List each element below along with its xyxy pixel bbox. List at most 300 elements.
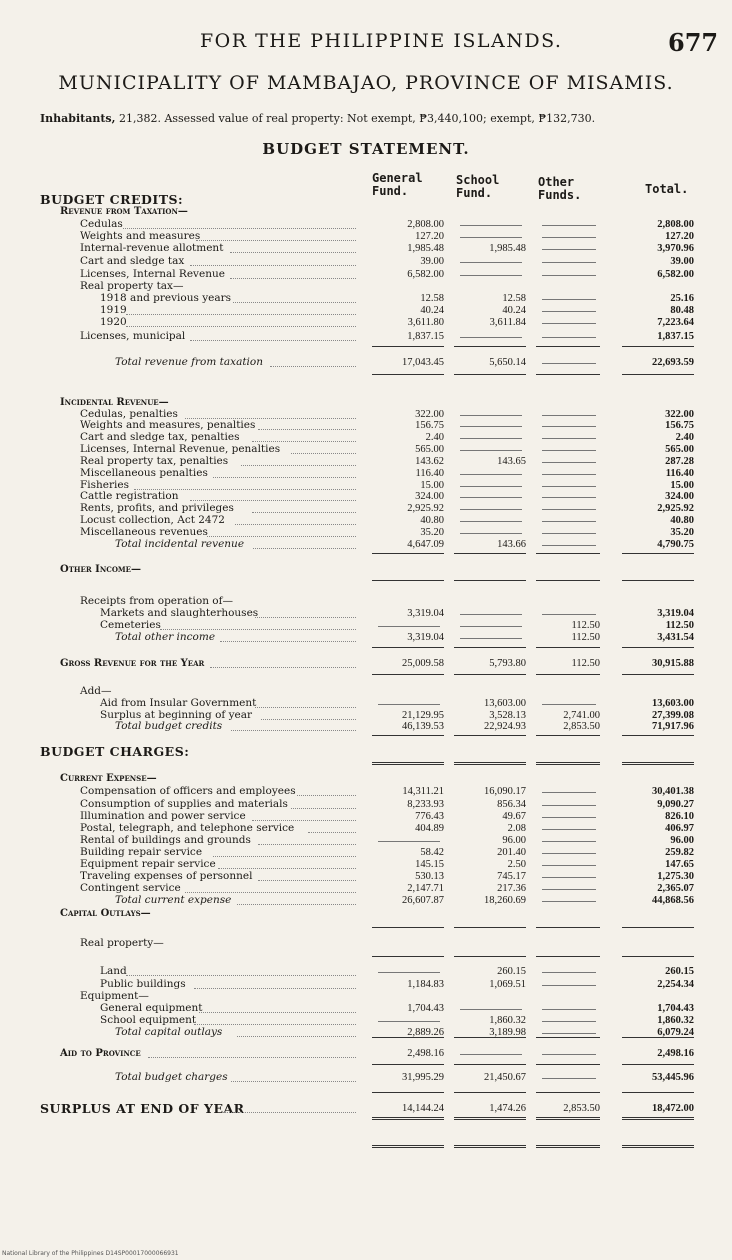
rule-line bbox=[536, 346, 600, 347]
row-label: Capital Outlays— bbox=[60, 908, 151, 919]
row-label: Total current expense bbox=[115, 894, 232, 906]
cell-general: 530.13 bbox=[415, 871, 444, 882]
cell-total: 3,970.96 bbox=[657, 243, 694, 254]
cell-total: 6,582.00 bbox=[657, 269, 694, 280]
row-label: Total budget charges bbox=[115, 1071, 228, 1083]
empty-cell-dash bbox=[542, 438, 596, 439]
row-label: Total capital outlays bbox=[115, 1026, 223, 1038]
cell-general: 1,184.83 bbox=[407, 979, 444, 990]
cell-school: 3,189.98 bbox=[489, 1027, 526, 1038]
row-label: Incidental Revenue— bbox=[60, 397, 169, 408]
empty-cell-dash bbox=[542, 901, 596, 902]
rule-line bbox=[454, 580, 526, 581]
empty-cell-dash bbox=[542, 363, 596, 364]
table-row bbox=[0, 785, 732, 798]
cell-general: 127.20 bbox=[415, 231, 444, 242]
rule-line bbox=[372, 1145, 444, 1148]
rule-line bbox=[454, 1145, 526, 1148]
empty-cell-dash bbox=[460, 275, 522, 276]
cell-general: 12.58 bbox=[420, 293, 444, 304]
row-label: Licenses, Internal Revenue bbox=[80, 268, 225, 280]
row-label: Real property tax, penalties bbox=[80, 455, 229, 467]
cell-total: 4,790.75 bbox=[657, 539, 694, 550]
table-row bbox=[0, 205, 732, 218]
table-row bbox=[0, 907, 732, 920]
cell-school: 143.65 bbox=[497, 456, 526, 467]
leader-dots bbox=[237, 904, 356, 905]
cell-other: 2,853.50 bbox=[563, 1103, 600, 1114]
row-label: Aid from Insular Government bbox=[100, 697, 257, 709]
rule-line bbox=[536, 1145, 600, 1148]
row-label: Equipment— bbox=[80, 990, 149, 1002]
empty-cell-dash bbox=[460, 337, 522, 338]
leader-dots bbox=[255, 617, 356, 618]
cell-school: 49.67 bbox=[502, 811, 526, 822]
cell-school: 1,860.32 bbox=[489, 1015, 526, 1026]
table-row bbox=[0, 1047, 732, 1060]
cell-total: 1,837.15 bbox=[657, 331, 694, 342]
row-label: BUDGET CREDITS: bbox=[40, 192, 184, 207]
cell-total: 565.00 bbox=[665, 444, 694, 455]
empty-cell-dash bbox=[460, 262, 522, 263]
row-label: Building repair service bbox=[80, 846, 203, 858]
empty-cell-dash bbox=[542, 877, 596, 878]
leader-dots bbox=[297, 795, 356, 796]
row-label: Weights and measures bbox=[80, 230, 201, 242]
row-label: General equipment bbox=[100, 1002, 203, 1014]
rule-line bbox=[622, 735, 694, 736]
row-label: Locust collection, Act 2472 bbox=[80, 514, 225, 526]
rule-line bbox=[454, 1037, 526, 1038]
empty-cell-dash bbox=[460, 426, 522, 427]
row-label: 1920 bbox=[100, 316, 127, 328]
cell-total: 826.10 bbox=[665, 811, 694, 822]
leader-dots bbox=[231, 730, 356, 731]
row-label: Current Expense— bbox=[60, 773, 157, 784]
leader-dots bbox=[258, 844, 356, 845]
empty-cell-dash bbox=[460, 438, 522, 439]
col-header-total: Total. bbox=[645, 182, 689, 196]
row-label: BUDGET CHARGES: bbox=[40, 744, 190, 759]
cell-total: 2,254.34 bbox=[657, 979, 694, 990]
row-label: Consumption of supplies and materials bbox=[80, 798, 288, 810]
empty-cell-dash bbox=[542, 805, 596, 806]
cell-general: 40.24 bbox=[420, 305, 444, 316]
rule-line bbox=[372, 1064, 444, 1065]
rule-line bbox=[536, 762, 600, 765]
leader-dots bbox=[235, 524, 356, 525]
table-row bbox=[0, 242, 732, 255]
empty-cell-dash bbox=[542, 792, 596, 793]
row-label: Fisheries bbox=[80, 479, 129, 491]
cell-general: 1,704.43 bbox=[407, 1003, 444, 1014]
leader-dots bbox=[252, 820, 356, 821]
cell-total: 156.75 bbox=[665, 420, 694, 431]
cell-total: 9,090.27 bbox=[657, 799, 694, 810]
cell-general: 25,009.58 bbox=[402, 658, 444, 669]
row-label: Miscellaneous revenues bbox=[80, 526, 208, 538]
empty-cell-dash bbox=[542, 889, 596, 890]
leader-dots bbox=[210, 667, 356, 668]
leader-dots bbox=[258, 429, 356, 430]
cell-general: 3,611.80 bbox=[407, 317, 444, 328]
table-row bbox=[0, 937, 732, 950]
cell-general: 39.00 bbox=[420, 256, 444, 267]
leader-dots bbox=[160, 629, 356, 630]
cell-general: 35.20 bbox=[420, 527, 444, 538]
rule-line bbox=[372, 647, 444, 648]
empty-cell-dash bbox=[460, 1054, 522, 1055]
rule-line bbox=[372, 346, 444, 347]
cell-general: 14,144.24 bbox=[402, 1103, 444, 1114]
leader-dots bbox=[207, 536, 356, 537]
row-label: Aid to Province bbox=[60, 1048, 141, 1059]
cell-school: 217.36 bbox=[497, 883, 526, 894]
empty-cell-dash bbox=[542, 262, 596, 263]
cell-total: 112.50 bbox=[665, 620, 694, 631]
table-row bbox=[0, 1071, 732, 1084]
cell-total: 147.65 bbox=[665, 859, 694, 870]
leader-dots bbox=[237, 1036, 356, 1037]
leader-dots bbox=[233, 302, 356, 303]
empty-cell-dash bbox=[460, 225, 522, 226]
cell-other: 112.50 bbox=[571, 658, 600, 669]
empty-cell-dash bbox=[378, 626, 440, 627]
cell-general: 116.40 bbox=[415, 468, 444, 479]
cell-general: 2,498.16 bbox=[407, 1048, 444, 1059]
cell-total: 1,275.30 bbox=[657, 871, 694, 882]
cell-school: 2.08 bbox=[507, 823, 526, 834]
empty-cell-dash bbox=[460, 237, 522, 238]
table-row bbox=[0, 657, 732, 670]
row-label: Total other income bbox=[115, 631, 216, 643]
rule-line bbox=[372, 1117, 444, 1120]
empty-cell-dash bbox=[460, 614, 522, 615]
cell-general: 1,837.15 bbox=[407, 331, 444, 342]
rule-line bbox=[372, 1037, 444, 1038]
empty-cell-dash bbox=[542, 337, 596, 338]
leader-dots bbox=[190, 265, 356, 266]
cell-general: 324.00 bbox=[415, 491, 444, 502]
cell-school: 260.15 bbox=[497, 966, 526, 977]
leader-dots bbox=[213, 477, 356, 478]
cell-general: 3,319.04 bbox=[407, 632, 444, 643]
rule-line bbox=[372, 956, 444, 957]
table-row bbox=[0, 255, 732, 268]
empty-cell-dash bbox=[542, 462, 596, 463]
cell-general: 404.89 bbox=[415, 823, 444, 834]
cell-school: 143.66 bbox=[497, 539, 526, 550]
cell-other: 2,853.50 bbox=[563, 721, 600, 732]
leader-dots bbox=[252, 512, 356, 513]
rule-line bbox=[454, 1064, 526, 1065]
empty-cell-dash bbox=[542, 486, 596, 487]
rule-line bbox=[454, 735, 526, 736]
cell-general: 565.00 bbox=[415, 444, 444, 455]
cell-general: 322.00 bbox=[415, 409, 444, 420]
cell-total: 35.20 bbox=[670, 527, 694, 538]
leader-dots bbox=[126, 975, 356, 976]
cell-general: 3,319.04 bbox=[407, 608, 444, 619]
leader-dots bbox=[126, 314, 356, 315]
empty-cell-dash bbox=[542, 497, 596, 498]
rule-line bbox=[622, 647, 694, 648]
leader-dots bbox=[253, 548, 356, 549]
cell-total: 3,319.04 bbox=[657, 608, 694, 619]
row-label: Other Income— bbox=[60, 564, 141, 575]
table-row bbox=[0, 745, 732, 758]
row-label: Public buildings bbox=[100, 978, 186, 990]
empty-cell-dash bbox=[378, 841, 440, 842]
row-label: SURPLUS AT END OF YEAR bbox=[40, 1101, 245, 1116]
rule-line bbox=[536, 647, 600, 648]
cell-general: 15.00 bbox=[420, 480, 444, 491]
empty-cell-dash bbox=[542, 521, 596, 522]
col-header-general: General Fund. bbox=[372, 171, 423, 198]
rule-line bbox=[454, 1117, 526, 1120]
budget-statement-title: BUDGET STATEMENT. bbox=[262, 140, 470, 158]
cell-school: 3,528.13 bbox=[489, 710, 526, 721]
cell-general: 46,139.53 bbox=[402, 721, 444, 732]
rule-line bbox=[622, 580, 694, 581]
row-label: Total revenue from taxation bbox=[115, 356, 263, 368]
row-label: Total incidental revenue bbox=[115, 538, 245, 550]
cell-total: 13,603.00 bbox=[652, 698, 694, 709]
rule-line bbox=[622, 1117, 694, 1120]
empty-cell-dash bbox=[542, 1054, 596, 1055]
leader-dots bbox=[196, 240, 356, 241]
table-row bbox=[0, 330, 732, 343]
cell-general: 31,995.29 bbox=[402, 1072, 444, 1083]
rule-line bbox=[372, 674, 444, 675]
table-row bbox=[0, 894, 732, 907]
cell-total: 15.00 bbox=[670, 480, 694, 491]
rule-line bbox=[622, 1064, 694, 1065]
empty-cell-dash bbox=[378, 1021, 440, 1022]
rule-line bbox=[372, 553, 444, 554]
cell-total: 25.16 bbox=[670, 293, 694, 304]
empty-cell-dash bbox=[542, 509, 596, 510]
cell-total: 322.00 bbox=[665, 409, 694, 420]
cell-total: 287.28 bbox=[665, 456, 694, 467]
rule-line bbox=[622, 674, 694, 675]
col-header-other: Other Funds. bbox=[538, 175, 582, 202]
row-label: Licenses, municipal bbox=[80, 330, 186, 342]
empty-cell-dash bbox=[460, 509, 522, 510]
cell-total: 53,445.96 bbox=[652, 1072, 694, 1083]
rule-line bbox=[454, 374, 526, 375]
empty-cell-dash bbox=[542, 249, 596, 250]
leader-dots bbox=[258, 880, 356, 881]
empty-cell-dash bbox=[542, 299, 596, 300]
rule-line bbox=[622, 346, 694, 347]
cell-total: 260.15 bbox=[665, 966, 694, 977]
cell-total: 30,915.88 bbox=[652, 658, 694, 669]
cell-school: 1,985.48 bbox=[489, 243, 526, 254]
leader-dots bbox=[218, 868, 356, 869]
inhabitants-label: Inhabitants, bbox=[40, 112, 116, 125]
cell-general: 6,582.00 bbox=[407, 269, 444, 280]
row-label: Cattle registration bbox=[80, 490, 179, 502]
running-header bbox=[0, 28, 732, 58]
cell-school: 2.50 bbox=[507, 859, 526, 870]
cell-total: 1,704.43 bbox=[657, 1003, 694, 1014]
leader-dots bbox=[194, 988, 356, 989]
leader-dots bbox=[308, 832, 356, 833]
empty-cell-dash bbox=[542, 311, 596, 312]
row-label: Real property tax— bbox=[80, 280, 184, 292]
rule-line bbox=[454, 647, 526, 648]
cell-general: 2,147.71 bbox=[407, 883, 444, 894]
row-label: School equipment bbox=[100, 1014, 197, 1026]
empty-cell-dash bbox=[542, 323, 596, 324]
table-row bbox=[0, 1102, 732, 1115]
rule-line bbox=[622, 1092, 694, 1093]
rule-line bbox=[622, 1037, 694, 1038]
rule-line bbox=[622, 762, 694, 765]
leader-dots bbox=[231, 1081, 356, 1082]
leader-dots bbox=[291, 453, 356, 454]
row-label: Licenses, Internal Revenue, penalties bbox=[80, 443, 281, 455]
empty-cell-dash bbox=[542, 237, 596, 238]
row-label: Compensation of officers and employees bbox=[80, 785, 296, 797]
leader-dots bbox=[291, 808, 356, 809]
rule-line bbox=[372, 762, 444, 765]
rule-line bbox=[454, 1092, 526, 1093]
row-label: Revenue from Taxation— bbox=[60, 206, 188, 217]
cell-total: 40.80 bbox=[670, 515, 694, 526]
table-row bbox=[0, 965, 732, 978]
cell-total: 2,365.07 bbox=[657, 883, 694, 894]
cell-school: 16,090.17 bbox=[484, 786, 526, 797]
cell-total: 2,808.00 bbox=[657, 219, 694, 230]
table-row bbox=[0, 772, 732, 785]
footer-credit: National Library of the Philippines D14SP00017000066931 bbox=[2, 1250, 179, 1257]
page-number: 677 bbox=[668, 28, 719, 57]
col-header-school: School Fund. bbox=[456, 173, 500, 200]
row-label: Traveling expenses of personnel bbox=[80, 870, 253, 882]
cell-general: 21,129.95 bbox=[402, 710, 444, 721]
cell-school: 1,069.51 bbox=[489, 979, 526, 990]
rule-line bbox=[372, 374, 444, 375]
cell-school: 12.58 bbox=[502, 293, 526, 304]
cell-other: 112.50 bbox=[571, 620, 600, 631]
leader-dots bbox=[213, 856, 356, 857]
leader-dots bbox=[241, 465, 356, 466]
cell-general: 2,889.26 bbox=[407, 1027, 444, 1038]
cell-school: 13,603.00 bbox=[484, 698, 526, 709]
empty-cell-dash bbox=[542, 972, 596, 973]
rule-line bbox=[536, 580, 600, 581]
rule-line bbox=[536, 1117, 600, 1120]
cell-total: 27,399.08 bbox=[652, 710, 694, 721]
cell-total: 2.40 bbox=[675, 432, 694, 443]
row-label: Postal, telegraph, and telephone service bbox=[80, 822, 295, 834]
cell-general: 2,808.00 bbox=[407, 219, 444, 230]
rule-line bbox=[536, 735, 600, 736]
cell-school: 18,260.69 bbox=[484, 895, 526, 906]
empty-cell-dash bbox=[542, 1078, 596, 1079]
row-label: Land bbox=[100, 965, 127, 977]
row-label: 1918 and previous years bbox=[100, 292, 232, 304]
cell-general: 17,043.45 bbox=[402, 357, 444, 368]
row-label: Illumination and power service bbox=[80, 810, 246, 822]
row-label: Markets and slaughterhouses bbox=[100, 607, 259, 619]
cell-school: 3,611.84 bbox=[489, 317, 526, 328]
cell-general: 2.40 bbox=[425, 432, 444, 443]
table-row bbox=[0, 356, 732, 369]
leader-dots bbox=[255, 707, 356, 708]
cell-total: 6,079.24 bbox=[657, 1027, 694, 1038]
cell-total: 324.00 bbox=[665, 491, 694, 502]
cell-general: 156.75 bbox=[415, 420, 444, 431]
leader-dots bbox=[270, 366, 356, 367]
row-label: Real property— bbox=[80, 937, 164, 949]
cell-total: 2,925.92 bbox=[657, 503, 694, 514]
empty-cell-dash bbox=[542, 474, 596, 475]
empty-cell-dash bbox=[460, 486, 522, 487]
cell-school: 5,793.80 bbox=[489, 658, 526, 669]
cell-total: 1,860.32 bbox=[657, 1015, 694, 1026]
row-label: Cemeteries bbox=[100, 619, 161, 631]
rule-line bbox=[454, 762, 526, 765]
rule-line bbox=[536, 674, 600, 675]
row-label: Miscellaneous penalties bbox=[80, 467, 208, 479]
row-label: Contingent service bbox=[80, 882, 181, 894]
cell-school: 201.40 bbox=[497, 847, 526, 858]
empty-cell-dash bbox=[378, 972, 440, 973]
empty-cell-dash bbox=[460, 1009, 522, 1010]
rule-line bbox=[536, 1092, 600, 1093]
leader-dots bbox=[194, 1024, 356, 1025]
rule-line bbox=[454, 956, 526, 957]
leader-dots bbox=[199, 1012, 356, 1013]
empty-cell-dash bbox=[542, 614, 596, 615]
empty-cell-dash bbox=[542, 450, 596, 451]
row-label: Add— bbox=[80, 685, 112, 697]
empty-cell-dash bbox=[542, 1033, 596, 1034]
cell-general: 2,925.92 bbox=[407, 503, 444, 514]
cell-general: 1,985.48 bbox=[407, 243, 444, 254]
cell-general: 14,311.21 bbox=[402, 786, 444, 797]
row-label: Cedulas, penalties bbox=[80, 408, 178, 420]
rule-line bbox=[536, 1064, 600, 1065]
row-label: Cart and sledge tax, penalties bbox=[80, 431, 240, 443]
row-label: Gross Revenue for the Year bbox=[60, 658, 205, 669]
cell-general: 26,607.87 bbox=[402, 895, 444, 906]
row-label: Surplus at beginning of year bbox=[100, 709, 253, 721]
cell-general: 40.80 bbox=[420, 515, 444, 526]
cell-school: 745.17 bbox=[497, 871, 526, 882]
empty-cell-dash bbox=[542, 1009, 596, 1010]
rule-line bbox=[536, 553, 600, 554]
empty-cell-dash bbox=[460, 415, 522, 416]
cell-general: 58.42 bbox=[420, 847, 444, 858]
rule-line bbox=[454, 346, 526, 347]
leader-dots bbox=[224, 1112, 356, 1113]
cell-total: 116.40 bbox=[665, 468, 694, 479]
table-row bbox=[0, 538, 732, 551]
rule-line bbox=[372, 1092, 444, 1093]
table-row bbox=[0, 563, 732, 576]
leader-dots bbox=[220, 641, 356, 642]
leader-dots bbox=[190, 340, 356, 341]
empty-cell-dash bbox=[460, 497, 522, 498]
rule-line bbox=[622, 374, 694, 375]
rule-line bbox=[372, 580, 444, 581]
cell-general: 776.43 bbox=[415, 811, 444, 822]
cell-total: 22,693.59 bbox=[652, 357, 694, 368]
